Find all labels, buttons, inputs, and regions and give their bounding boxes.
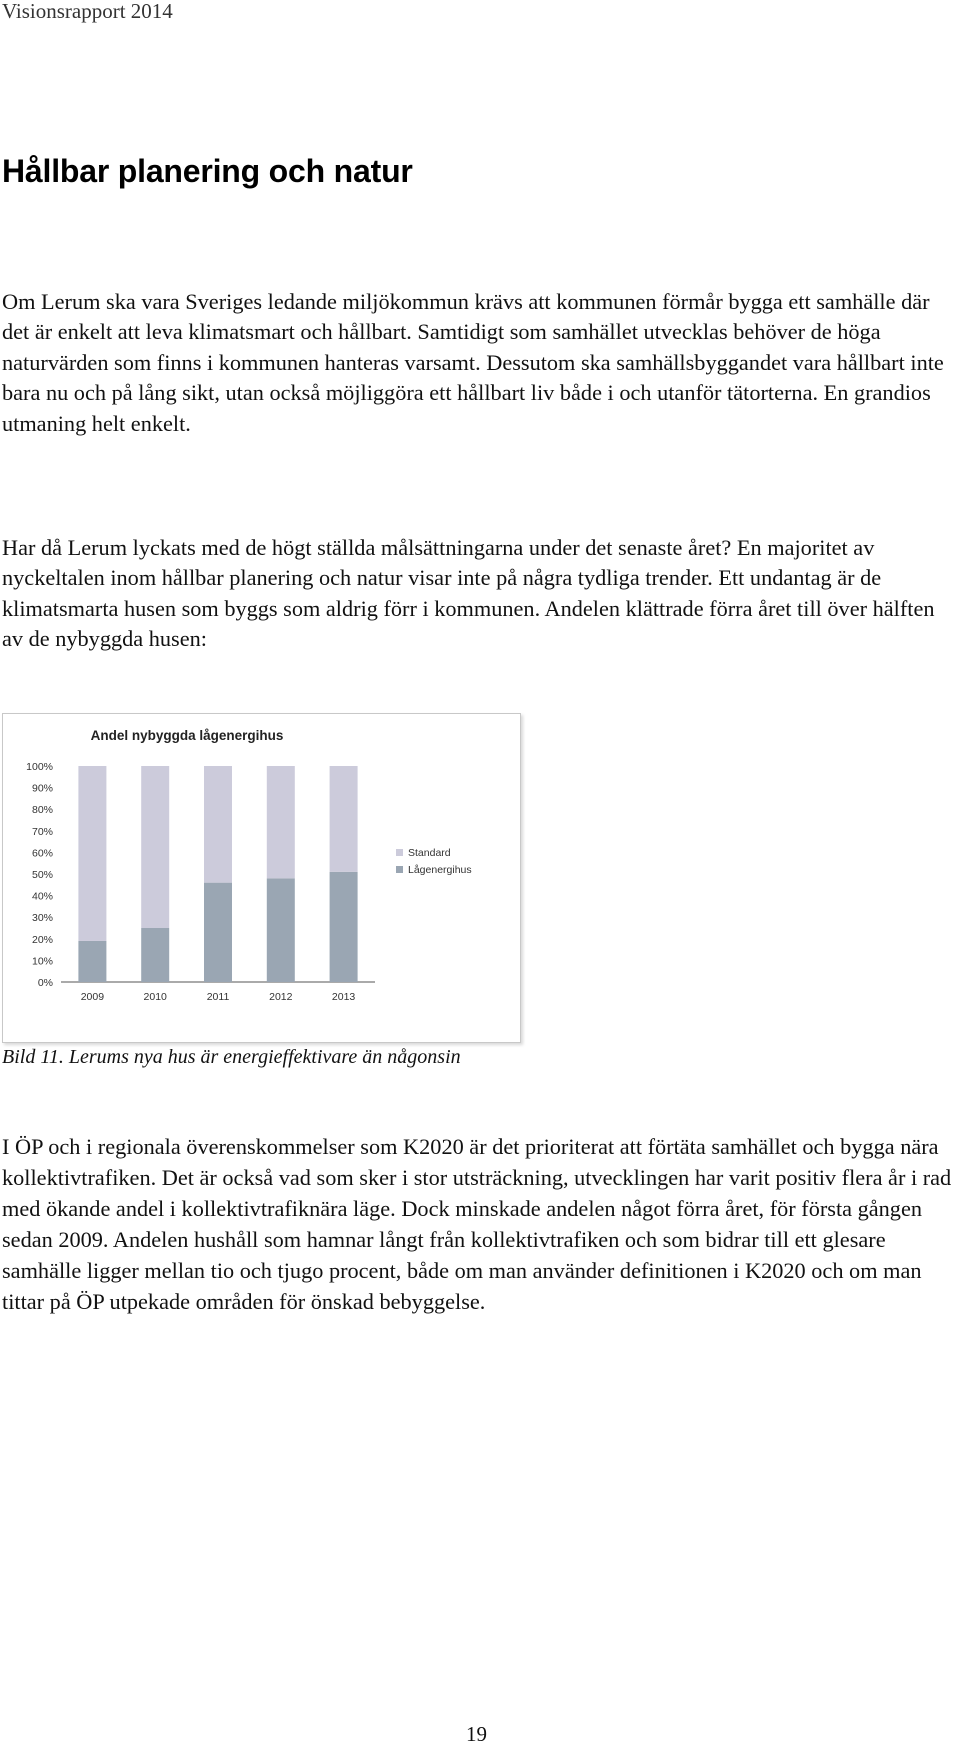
- y-tick-label: 20%: [31, 933, 53, 946]
- chart-frame: [2, 713, 521, 1043]
- y-tick-label: 100%: [26, 761, 53, 773]
- y-tick-label: 10%: [31, 955, 53, 968]
- legend-swatch: [396, 849, 403, 856]
- y-tick-label: 40%: [31, 890, 53, 903]
- bar-lgenergihus-2013: [330, 872, 358, 982]
- legend-label: Standard: [408, 847, 451, 859]
- x-tick-label: 2011: [206, 991, 230, 1003]
- bar-lgenergihus-2009: [78, 941, 106, 982]
- bar-lgenergihus-2010: [141, 928, 169, 982]
- bar-standard-2009: [78, 766, 106, 941]
- chart-x-axis: [81, 991, 356, 1003]
- intro-paragraph: Om Lerum ska vara Sveriges ledande miljökommun krävs att kommunen förmår bygga ett samhälle där det är enkelt att leva klimatsmart och hållbart. Samtidigt som samhället utvecklas behöver de höga naturvärden som finns i kommunen hanteras varsamt. Dessutom ska samhällsbyggandet vara hållbart inte bara nu och på lång sikt, utan också möjliggöra ett hållbart liv både i och utanför tätorterna. En grandios utmaning helt enkelt.: [2, 289, 944, 436]
- chart-title: Andel nybyggda lågenergihus: [90, 728, 284, 743]
- legend-swatch: [396, 866, 403, 873]
- chart-legend: [396, 847, 472, 876]
- y-tick-label: 90%: [31, 782, 53, 795]
- question-paragraph: Har då Lerum lyckats med de högt ställda målsättningarna under det senaste året? En majoritet av nyckeltalen inom hållbar planering och natur visar inte på några tydliga trender. Ett undantag är de klimatsmarta husen som byggs som aldrig förr i kommunen. Andelen klättrade förra året till över hälften av de nybyggda husen:: [2, 535, 935, 652]
- y-tick-label: 0%: [37, 977, 53, 989]
- low-energy-houses-chart: [3, 714, 522, 1044]
- y-tick-label: 70%: [31, 825, 53, 838]
- y-tick-label: 30%: [31, 912, 53, 925]
- bar-lgenergihus-2011: [204, 883, 232, 982]
- y-tick-label: 50%: [31, 869, 53, 881]
- bar-standard-2010: [141, 766, 169, 928]
- section-title: Hållbar planering och natur: [2, 153, 413, 189]
- bar-lgenergihus-2012: [267, 878, 295, 982]
- y-tick-label: 60%: [31, 847, 53, 860]
- bar-standard-2013: [330, 766, 358, 872]
- bar-standard-2011: [204, 766, 232, 883]
- figure-caption: Bild 11. Lerums nya hus är energieffektivare än någonsin: [2, 1046, 461, 1068]
- running-header: Visionsrapport 2014: [2, 0, 173, 23]
- y-tick-label: 80%: [31, 804, 53, 817]
- x-tick-label: 2010: [143, 991, 167, 1003]
- chart-bars: [78, 766, 357, 982]
- x-tick-label: 2013: [331, 991, 356, 1003]
- x-tick-label: 2009: [80, 991, 105, 1003]
- legend-label: Lågenergihus: [408, 864, 472, 876]
- planning-paragraph: I ÖP och i regionala överenskommelser som K2020 är det prioriterat att förtäta samhället och bygga nära kollektivtrafiken. Det är också vad som sker i stor utsträckning, utvecklingen har varit positiv flera år i rad med ökande andel i kollektivtrafiknära läge. Dock minskade andelen något förra året, för första gången sedan 2009. Andelen hushåll som hamnar långt från kollektivtrafiken och som bidrar till ett glesare samhälle ligger mellan tio och tjugo procent, både om man använder definitionen i K2020 och om man tittar på ÖP utpekade områden för önskad bebyggelse.: [2, 1134, 952, 1314]
- page-number: 19: [466, 1722, 487, 1746]
- x-tick-label: 2012: [269, 991, 293, 1003]
- bar-standard-2012: [267, 766, 295, 878]
